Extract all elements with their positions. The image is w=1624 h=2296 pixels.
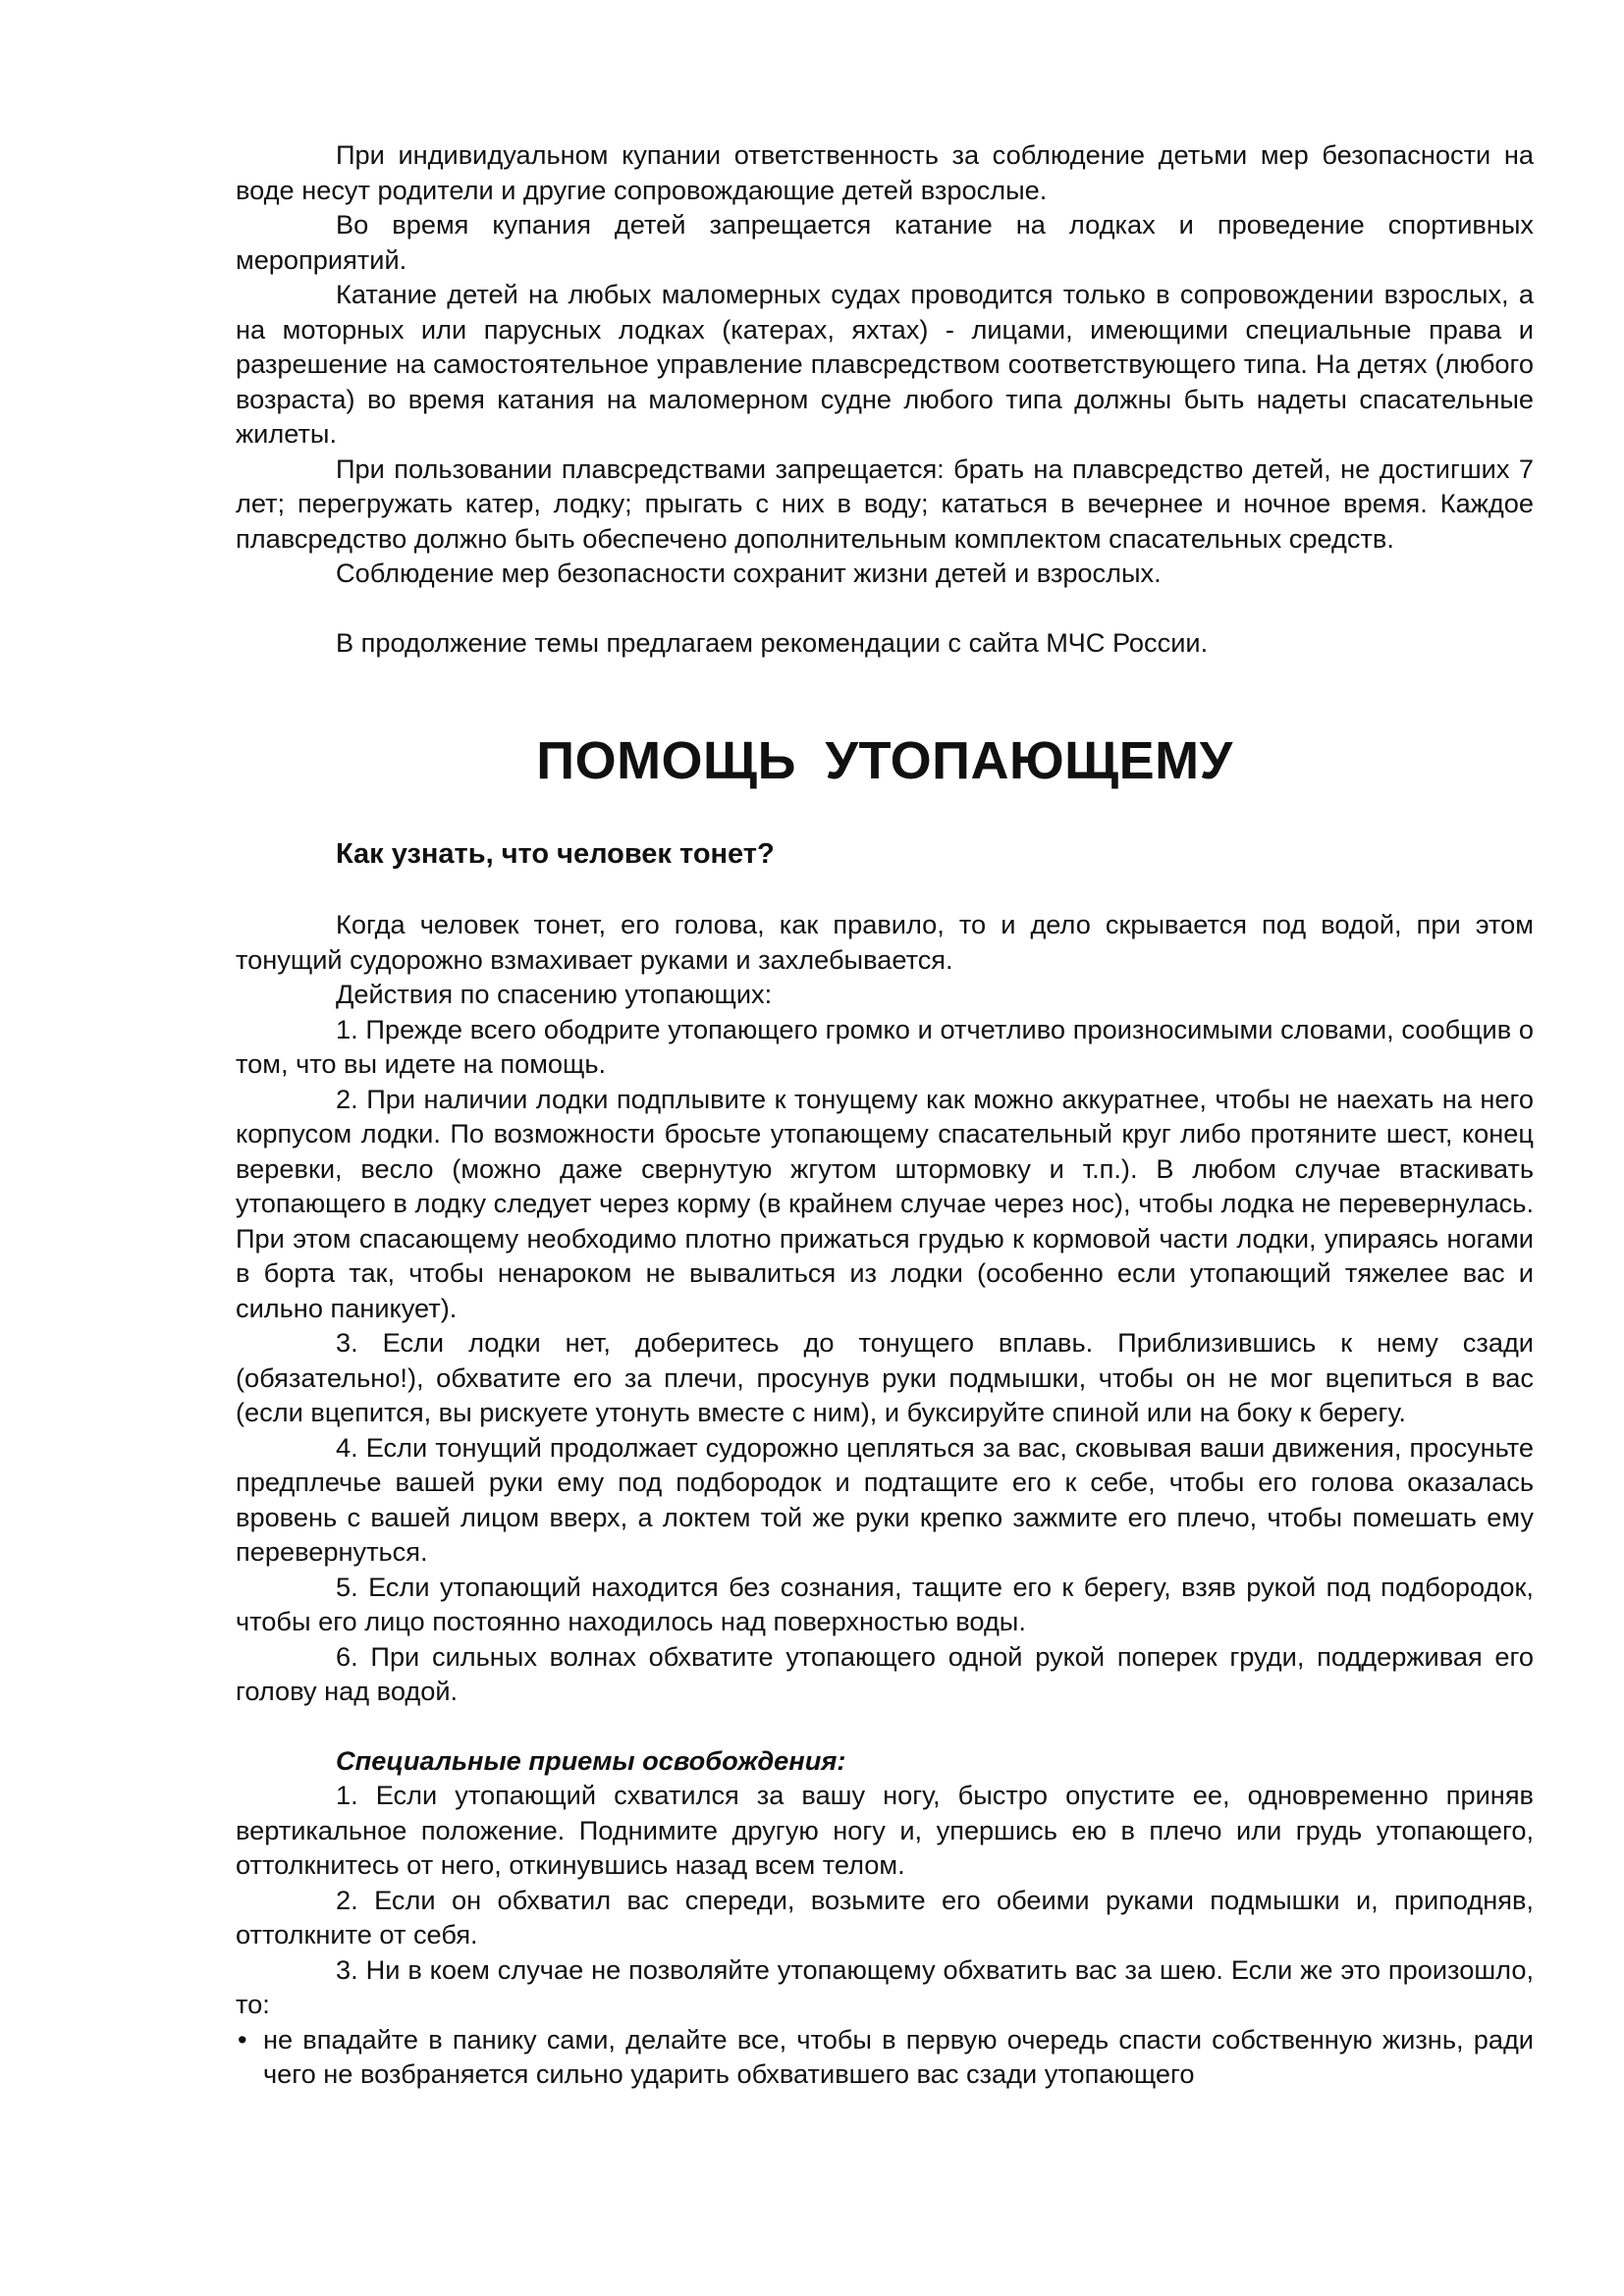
technique-item: 3. Ни в коем случае не позволяйте утопающему обхватить вас за шею. Если же это произошло, то: (236, 1953, 1534, 2019)
action-item: 1. Прежде всего ободрите утопающего громко и отчетливо произносимыми словами, сообщив о том, что вы идете на помощь. (236, 1013, 1534, 1079)
section-release-techniques (236, 1743, 1534, 2092)
bullet-item (236, 2022, 1534, 2092)
document-page (236, 137, 1534, 2092)
spacer (236, 660, 1534, 728)
intro-paragraph: При индивидуальном купании ответственность за соблюдение детьми мер безопасности на воде несут родители и другие сопровождающие детей взрослые. (236, 139, 1534, 205)
action-item: 4. Если тонущий продолжает судорожно цепляться за вас, сковывая ваши движения, просуньте предплечье вашей руки ему под подбородок и подтащите его к себе, чтобы его голова оказалась вровень с вашей лицом вверх, а локтем той же руки крепко зажмите его плечо, чтобы помешать ему перевернуться. (236, 1431, 1534, 1567)
intro-paragraph: При пользовании плавсредствами запрещается: брать на плавсредство детей, не достигших 7 лет; перегружать катер, лодку; прыгать с них в воду; кататься в вечернее и ночное время. Каждое плавсредство должно быть обеспечено дополнительным комплектом спасательных средств. (236, 453, 1534, 554)
bullet-icon: • (238, 2023, 247, 2055)
section-how-to-recognize (236, 834, 1534, 1709)
spacer (236, 874, 1534, 907)
action-item: 3. Если лодки нет, доберитесь до тонущего вплавь. Приблизившись к нему сзади (обязательно!), обхватите его за плечи, просунув руки подмышки, чтобы он не мог вцепиться в вас (если вцепится, вы рискуете утонуть вместе с ним), и буксируйте спиной или на боку к берегу. (236, 1327, 1534, 1427)
page-title: ПОМОЩЬ УТОПАЮЩЕМУ (536, 731, 1233, 790)
actions-heading: Действия по спасению утопающих: (336, 979, 773, 1009)
technique-item: 2. Если он обхватил вас спереди, возьмите его обеими руками подмышки и, приподняв, оттолкните от себя. (236, 1884, 1534, 1949)
lead-paragraph: Когда человек тонет, его голова, как правило, то и дело скрывается под водой, при этом тонущий судорожно взмахивает руками и захлебывается. (236, 909, 1534, 975)
intro-section (236, 137, 1534, 660)
intro-paragraph: Во время купания детей запрещается катание на лодках и проведение спортивных мероприятий. (236, 209, 1534, 275)
spacer (236, 591, 1534, 625)
bullet-list (236, 2022, 1534, 2092)
intro-paragraph: Соблюдение мер безопасности сохранит жизни детей и взрослых. (336, 558, 1162, 588)
intro-paragraph: Катание детей на любых маломерных судах проводится только в сопровождении взрослых, а на моторных или парусных лодках (катерах, яхтах) - лицами, имеющими специальные права и разрешение на самостоятельное управление плавсредством соответствующего типа. На детях (любого возраста) во время катания на маломерном судне любого типа должны быть надеты спасательные жилеты. (236, 279, 1534, 449)
spacer (236, 1709, 1534, 1743)
action-item: 6. При сильных волнах обхватите утопающего одной рукой поперек груди, поддерживая его голову над водой. (236, 1640, 1534, 1706)
section-heading: Как узнать, что человек тонет? (336, 838, 775, 870)
continuation-note: В продолжение темы предлагаем рекомендации с сайта МЧС России. (336, 626, 1209, 658)
bullet-text: не впадайте в панику сами, делайте все, чтобы в первую очередь спасти собственную жизнь, ради чего не возбраняется сильно ударить обхватившего вас сзади утопающего (263, 2023, 1534, 2089)
action-item: 2. При наличии лодки подплывите к тонущему как можно аккуратнее, чтобы не наехать на него корпусом лодки. По возможности бросьте утопающему спасательный круг либо протяните шест, конец веревки, весло (можно даже свернутую жгутом штормовку и т.п.). В любом случае втаскивать утопающего в лодку следует через корму (в крайнем случае через нос), чтобы лодка не перевернулась. При этом спасающему необходимо плотно прижаться грудью к кормовой части лодки, упираясь ногами в борта так, чтобы ненароком не вывалиться из лодки (особенно если утопающий тяжелее вас и сильно паникует). (236, 1083, 1534, 1323)
spacer (236, 793, 1534, 834)
technique-item: 1. Если утопающий схватился за вашу ногу, быстро опустите ее, одновременно приняв вертикальное положение. Поднимите другую ногу и, упершись ею в плечо или грудь утопающего, оттолкнитесь от него, откинувшись назад всем телом. (236, 1780, 1534, 1880)
section-heading: Специальные приемы освобождения: (336, 1744, 846, 1776)
action-item: 5. Если утопающий находится без сознания, тащите его к берегу, взяв рукой под подбородок, чтобы его лицо постоянно находилось над поверхностью воды. (236, 1571, 1534, 1636)
